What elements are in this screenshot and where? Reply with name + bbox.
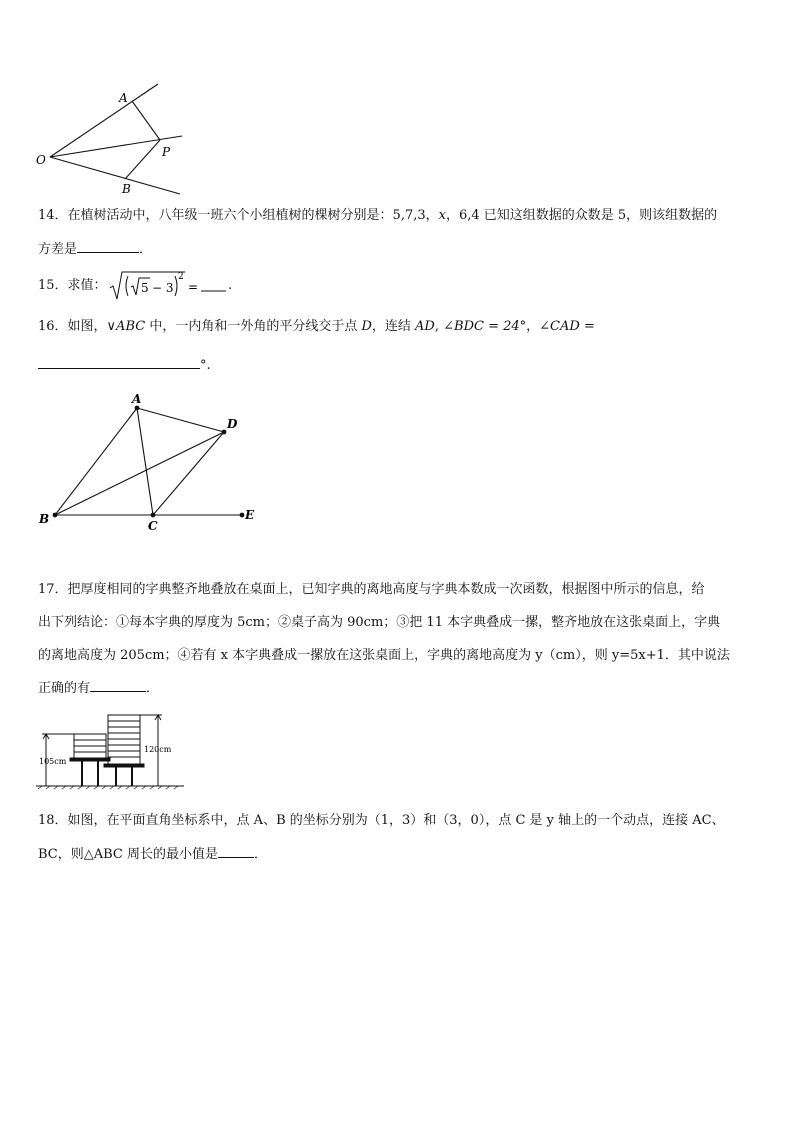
dictionary-stack-figure xyxy=(36,710,186,790)
label-E: E xyxy=(245,508,255,522)
q18-line1: 18．如图，在平面直角坐标系中，点 A、B 的坐标分别为（1，3）和（3，0），点 C 是 y 轴上的一个动点，连接 AC、 xyxy=(38,813,725,828)
q15-radical-expression xyxy=(108,268,228,304)
answer-blank[interactable] xyxy=(90,679,146,692)
right-height-label: 120cm xyxy=(144,745,172,754)
q15-period: . xyxy=(228,278,233,293)
label-A: A xyxy=(119,91,128,105)
q14-line2: 方差是 ． xyxy=(38,242,153,257)
answer-blank[interactable] xyxy=(218,845,254,858)
label-A: A xyxy=(132,392,142,406)
left-height-label: 105cm xyxy=(39,757,67,766)
triangle-abc: ∨ABC xyxy=(106,319,146,334)
label-P: P xyxy=(162,145,171,159)
svg-text:5: 5 xyxy=(141,281,149,295)
label-C: C xyxy=(148,519,158,533)
svg-text:=: = xyxy=(188,280,199,294)
q18-line2: BC，则△ABC 周长的最小值是 ． xyxy=(38,847,268,862)
q16-line1: 16．如图，∨ABC 中，一内角和一外角的平分线交于点 D，连结 AD, ∠BDC = 24°，∠CAD = xyxy=(38,319,595,334)
answer-blank[interactable] xyxy=(77,240,139,253)
q14-line1: 14．在植树活动中，八年级一班六个小组植树的棵树分别是：5,7,3，x，6,4 已知这组数据的众数是 5，则该组数据的 xyxy=(38,208,718,223)
triangle-bisector-figure xyxy=(30,388,270,538)
q17-line1: 17．把厚度相同的字典整齐地叠放在桌面上，已知字典的离地高度与字典本数成一次函数，根据图中所示的信息，给 xyxy=(38,582,705,597)
q16-line2: °. xyxy=(38,356,211,375)
label-B: B xyxy=(39,512,50,526)
q17-line2: 出下列结论：①每本字典的厚度为 5cm；②桌子高为 90cm；③把 11 本字典叠成一摞，整齐地放在这张桌面上，字典 xyxy=(38,615,721,630)
q15-line: 15．求值： xyxy=(38,278,107,293)
label-B: B xyxy=(122,182,131,196)
angle-bisector-figure xyxy=(30,80,200,200)
svg-text:− 3: − 3 xyxy=(152,281,174,295)
label-O: O xyxy=(36,153,46,167)
variable-x: x xyxy=(438,208,446,223)
svg-text:2: 2 xyxy=(178,272,184,282)
q17-line4: 正确的有 ． xyxy=(38,681,160,696)
label-D: D xyxy=(227,417,238,431)
q17-line3: 的离地高度为 205cm；④若有 x 本字典叠成一摞放在这张桌面上，字典的离地高度为 y（cm），则 y=5x+1．其中说法 xyxy=(38,648,730,663)
answer-blank[interactable] xyxy=(38,356,200,369)
